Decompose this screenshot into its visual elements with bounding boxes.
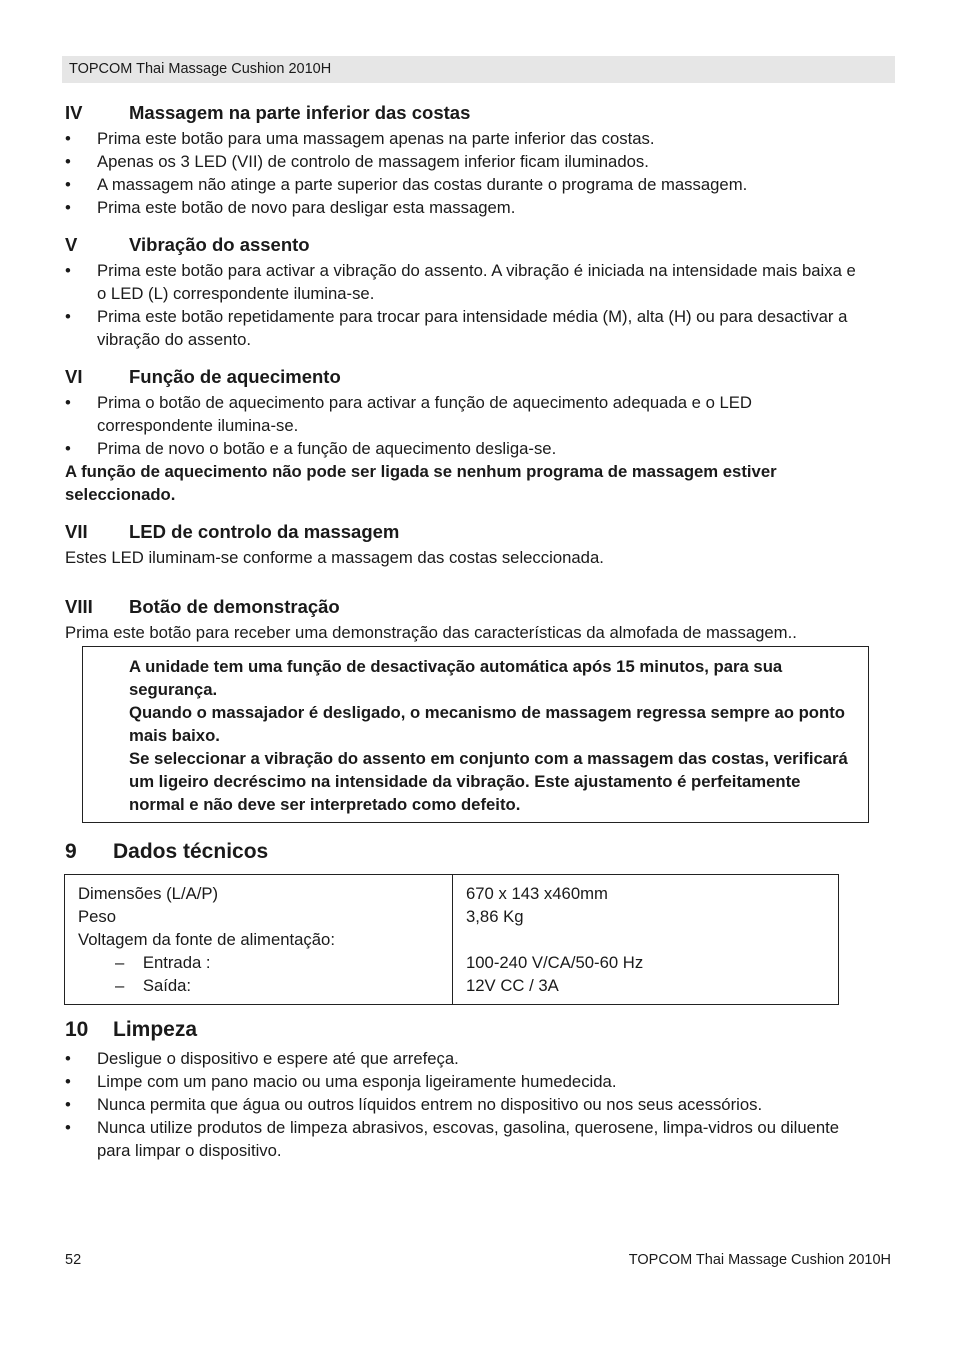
section-title: LED de controlo da massagem bbox=[129, 521, 400, 542]
chapter-title: Limpeza bbox=[113, 1018, 198, 1041]
list-item: • Nunca permita que água ou outros líquidos entrem no dispositivo ou nos seus acessórios. bbox=[65, 1093, 865, 1116]
cleaning-list-container bbox=[65, 1044, 865, 1162]
spec-value-weight: 3,86 Kg bbox=[466, 907, 524, 926]
spec-value-input: 100-240 V/CA/50-60 Hz bbox=[466, 953, 644, 972]
table-divider bbox=[452, 875, 453, 1004]
list-item: • Desligue o dispositivo e espere até que arrefeça. bbox=[65, 1047, 865, 1070]
safety-notice-box bbox=[82, 646, 869, 823]
list-item: • Nunca utilize produtos de limpeza abrasivos, escovas, gasolina, querosene, limpa-vidros ou diluente para limpar o dispositivo. bbox=[65, 1116, 865, 1162]
footer-title: TOPCOM Thai Massage Cushion 2010H bbox=[628, 1252, 891, 1268]
section-title: Vibração do assento bbox=[129, 234, 310, 255]
spec-label-output: – Saída: bbox=[115, 976, 192, 995]
list-item: • Prima este botão para uma massagem apenas na parte inferior das costas. bbox=[65, 127, 865, 150]
chapter-title: Dados técnicos bbox=[113, 840, 269, 863]
heading-cleaning bbox=[65, 1018, 198, 1042]
chapter-number: 9 bbox=[65, 840, 77, 863]
list-item: • Prima este botão para activar a vibração do assento. A vibração é iniciada na intensidade mais baixa e o LED (L) correspondente ilumina-se. bbox=[65, 259, 865, 305]
section-title: Massagem na parte inferior das costas bbox=[129, 102, 471, 123]
section-text: Estes LED iluminam-se conforme a massagem das costas seleccionada. bbox=[65, 548, 604, 567]
bullet-list-cleaning bbox=[65, 1047, 865, 1162]
notice-text bbox=[83, 647, 868, 816]
section-heading-viii bbox=[65, 595, 865, 618]
spec-label-dimensions: Dimensões (L/A/P) bbox=[78, 884, 219, 903]
specs-values bbox=[466, 882, 643, 997]
notice-line: Se seleccionar a vibração do assento em conjunto com a massagem das costas, verificará um ligeiro decréscimo na intensidade da vibração. Este ajustamento é perfeitamente normal e não deve ser interpretado como defeito. bbox=[129, 749, 848, 814]
bullet-list-iv bbox=[65, 127, 865, 219]
list-item: • A massagem não atinge a parte superior das costas durante o programa de massagem. bbox=[65, 173, 865, 196]
notice-line: Quando o massajador é desligado, o mecanismo de massagem regressa sempre ao ponto mais baixo. bbox=[129, 703, 845, 745]
section-heading-iv bbox=[65, 101, 865, 124]
section-heading-v bbox=[65, 233, 865, 256]
header-title: TOPCOM Thai Massage Cushion 2010H bbox=[69, 61, 332, 77]
list-item: • Prima este botão repetidamente para trocar para intensidade média (M), alta (H) ou para desactivar a vibração do assento. bbox=[65, 305, 865, 351]
section-text: Prima este botão para receber uma demonstração das características da almofada de massagem.. bbox=[65, 623, 797, 642]
section-number: VI bbox=[65, 366, 83, 387]
section-number: VIII bbox=[65, 596, 93, 617]
section-number: VII bbox=[65, 521, 88, 542]
section-number: V bbox=[65, 234, 78, 255]
spec-value-output: 12V CC / 3A bbox=[466, 976, 559, 995]
list-item: • Prima este botão de novo para desligar esta massagem. bbox=[65, 196, 865, 219]
section-number: IV bbox=[65, 102, 83, 123]
section-heading-vi bbox=[65, 365, 865, 388]
list-item: • Apenas os 3 LED (VII) de controlo de massagem inferior ficam iluminados. bbox=[65, 150, 865, 173]
list-item: • Prima de novo o botão e a função de aquecimento desliga-se. bbox=[65, 437, 865, 460]
section-title: Função de aquecimento bbox=[129, 366, 341, 387]
main-content bbox=[65, 101, 865, 644]
section-heading-vii bbox=[65, 520, 865, 543]
spec-label-input: – Entrada : bbox=[115, 953, 211, 972]
list-item: • Prima o botão de aquecimento para activar a função de aquecimento adequada e o LED correspondente ilumina-se. bbox=[65, 391, 865, 437]
section-title: Botão de demonstração bbox=[129, 596, 340, 617]
page-number: 52 bbox=[65, 1252, 82, 1268]
list-item: • Limpe com um pano macio ou uma esponja ligeiramente humedecida. bbox=[65, 1070, 865, 1093]
bullet-list-v bbox=[65, 259, 865, 351]
spec-label-weight: Peso bbox=[78, 907, 117, 926]
heading-technical-data bbox=[65, 840, 269, 864]
bullet-list-vi bbox=[65, 391, 865, 460]
specs-table bbox=[64, 874, 839, 1005]
spec-value-dimensions: 670 x 143 x460mm bbox=[466, 884, 608, 903]
specs-labels bbox=[78, 882, 335, 997]
chapter-number: 10 bbox=[65, 1018, 89, 1041]
page-header bbox=[62, 56, 895, 83]
spec-label-voltage: Voltagem da fonte de alimentação: bbox=[78, 930, 335, 949]
notice-line: A unidade tem uma função de desactivação automática após 15 minutos, para sua segurança. bbox=[129, 657, 783, 699]
heating-warning-note: A função de aquecimento não pode ser ligada se nenhum programa de massagem estiver seleccionado. bbox=[65, 462, 777, 504]
